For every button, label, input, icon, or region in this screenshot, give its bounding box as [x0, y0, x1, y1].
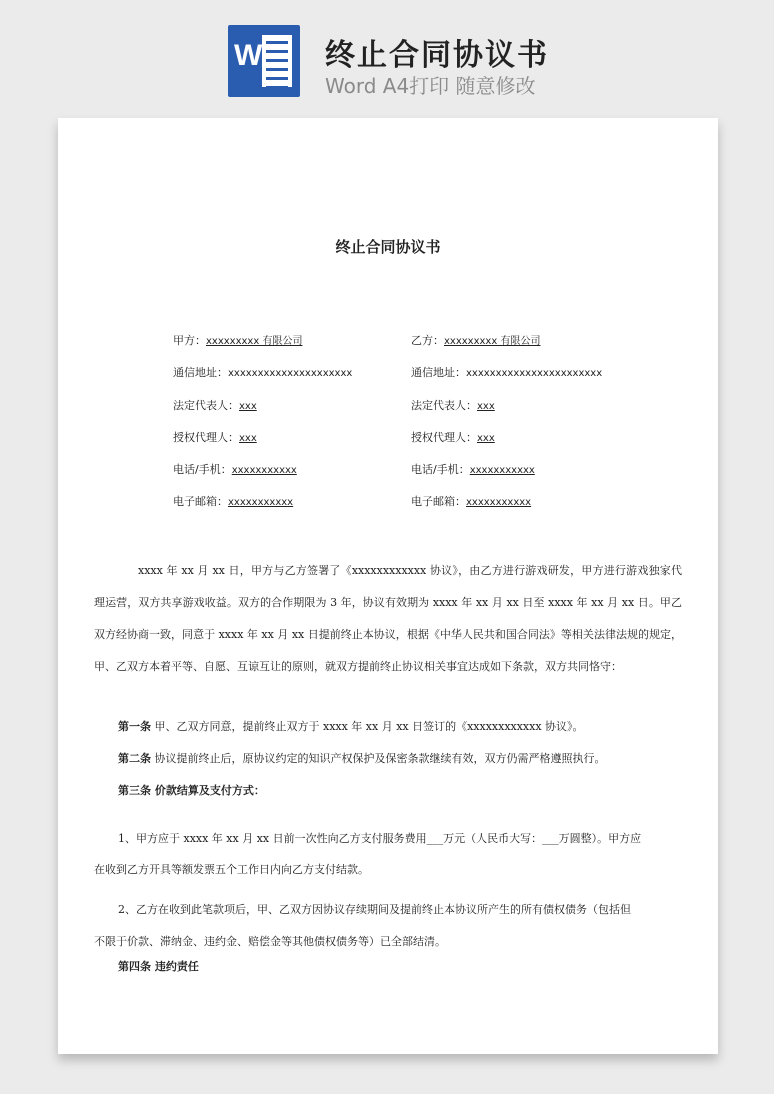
article-2	[118, 750, 706, 766]
party-a-phone-value: xxxxxxxxxxx	[231, 465, 297, 476]
party-a-representative	[173, 397, 257, 413]
word-icon-page	[262, 35, 292, 87]
banner	[0, 0, 774, 110]
document-page	[58, 118, 718, 1054]
party-b-agent-value: xxx	[477, 433, 495, 444]
party-a-agent-value: xxx	[239, 433, 257, 444]
party-a-address-value: xxxxxxxxxxxxxxxxxxxxx	[228, 368, 353, 379]
article-3-heading-text: 第三条 价款结算及支付方式：	[118, 784, 265, 797]
article-2-label: 第二条	[118, 752, 151, 765]
banner-title: 终止合同协议书	[325, 38, 549, 73]
party-b-name	[411, 332, 540, 348]
party-a-email-label: 电子邮箱：	[173, 495, 228, 508]
document-title: 终止合同协议书	[335, 238, 441, 256]
article-3-heading	[118, 782, 706, 798]
party-b-address-value: xxxxxxxxxxxxxxxxxxxxxxx	[466, 368, 603, 379]
article-4-heading-text: 第四条 违约责任	[118, 960, 199, 973]
word-document-icon	[228, 25, 300, 97]
party-a-name-label: 甲方：	[173, 334, 206, 347]
article-2-text: 协议提前终止后，原协议约定的知识产权保护及保密条款继续有效，双方仍需严格遵照执行。	[151, 752, 606, 765]
party-b-email	[411, 493, 531, 509]
party-a-name	[173, 332, 302, 348]
intro-paragraph: xxxx 年 xx 月 xx 日，甲方与乙方签署了《xxxxxxxxxxxx 协议》，由乙方进行游戏研发，甲方进行游戏独家代理运营，双方共享游戏收益。双方的合作期限为 3 年，协议有效期为 xxxx 年 xx 月 xx 日至 xxxx 年 xx 月 xx 日。甲乙双方经协商一致，同意于 xxxx 年 xx 月 xx 日提前终止本协议，根据《中华人民共和国合同法》等相关法律法规的规定，甲、乙双方本着平等、自愿、互谅互让的原则，就双方提前终止协议相关事宜达成如下条款，双方共同恪守：	[94, 564, 682, 673]
word-icon-letter: W	[234, 39, 263, 72]
party-b-representative	[411, 397, 495, 413]
party-a-address-label: 通信地址：	[173, 366, 228, 379]
party-b-agent	[411, 429, 495, 445]
party-b-email-label: 电子邮箱：	[411, 495, 466, 508]
clause-1-line-2: 在收到乙方开具等额发票五个工作日内向乙方支付结款。	[94, 863, 369, 876]
party-b-phone-label: 电话/手机：	[411, 463, 470, 476]
article-1	[118, 718, 706, 734]
party-a-email	[173, 493, 293, 509]
party-a-name-value: xxxxxxxxx 有限公司	[206, 336, 303, 347]
party-a-email-value: xxxxxxxxxxx	[228, 497, 294, 508]
clause-2-line-1: 2、乙方在收到此笔款项后，甲、乙双方因协议存续期间及提前终止本协议所产生的所有债权债务（包括但	[118, 903, 631, 916]
party-a-agent-label: 授权代理人：	[173, 431, 239, 444]
party-b-name-value: xxxxxxxxx 有限公司	[444, 336, 541, 347]
party-a-phone	[173, 461, 297, 477]
party-a-phone-label: 电话/手机：	[173, 463, 232, 476]
party-b-agent-label: 授权代理人：	[411, 431, 477, 444]
banner-subtitle: Word A4打印 随意修改	[325, 74, 536, 98]
party-a-agent	[173, 429, 257, 445]
party-a-rep-value: xxx	[239, 401, 257, 412]
party-b-phone-value: xxxxxxxxxxx	[469, 465, 535, 476]
party-b-rep-value: xxx	[477, 401, 495, 412]
party-b-address-label: 通信地址：	[411, 366, 466, 379]
article-1-label: 第一条	[118, 720, 151, 733]
article-4-heading	[118, 958, 706, 974]
party-b-rep-label: 法定代表人：	[411, 399, 477, 412]
party-a-rep-label: 法定代表人：	[173, 399, 239, 412]
party-b-phone	[411, 461, 535, 477]
article-1-text: 甲、乙双方同意，提前终止双方于 xxxx 年 xx 月 xx 日签订的《xxxxxxxxxxxx 协议》。	[151, 720, 584, 733]
party-a-address	[173, 364, 352, 380]
party-b-address	[411, 364, 602, 380]
clause-1-line-1: 1、甲方应于 xxxx 年 xx 月 xx 日前一次性向乙方支付服务费用___万元（人民币大写：___万圆整）。甲方应	[118, 832, 642, 845]
clause-2-line-2: 不限于价款、滞纳金、违约金、赔偿金等其他债权债务等）已全部结清。	[94, 935, 446, 948]
party-b-name-label: 乙方：	[411, 334, 444, 347]
party-b-email-value: xxxxxxxxxxx	[466, 497, 532, 508]
